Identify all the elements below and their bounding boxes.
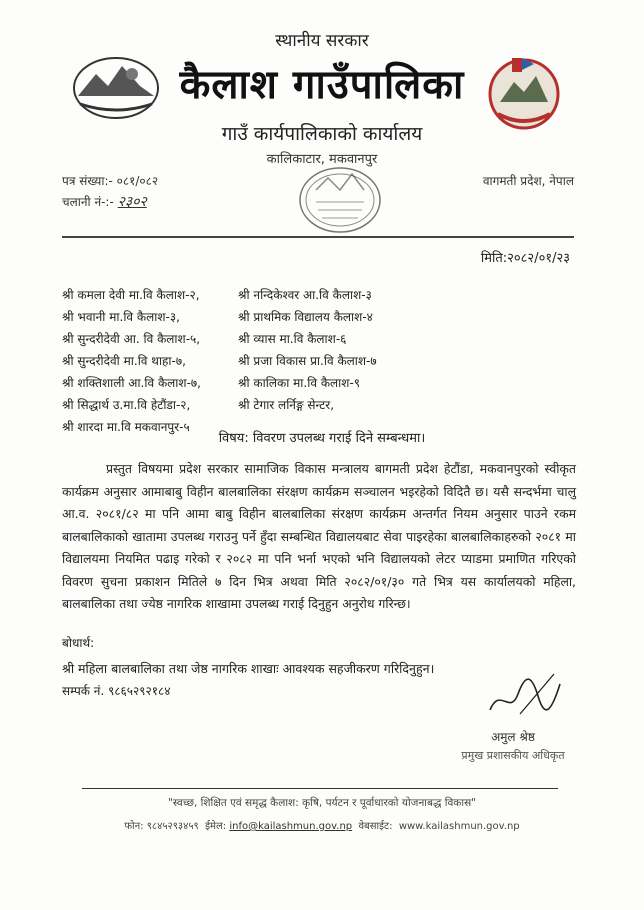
recipient-right-1: श्री नन्दिकेश्वर आ.वि कैलाश-३ (238, 288, 372, 302)
footer-phone: फोन: ९८४५२९३४५९ (124, 821, 199, 832)
recipient-right-6: श्री टेगार लर्निङ्ग सेन्टर, (238, 398, 335, 412)
dispatch-number: २३०२ (117, 194, 147, 210)
signatory-name: अमुल श्रेष्ठ (491, 730, 535, 744)
recipient-left-5: श्री शक्तिशाली आ.वि कैलाश-७, (62, 376, 201, 390)
office-name: गाउँ कार्यपालिकाको कार्यालय (221, 123, 423, 145)
recipient-left-1: श्री कमला देवी मा.वि कैलाश-२, (62, 288, 200, 302)
recipient-left-7: श्री शारदा मा.वि मकवानपुर-५ (62, 420, 190, 434)
office-stamp-icon (294, 160, 386, 240)
header-divider (62, 236, 574, 238)
recipient-left-6: श्री सिद्धार्थ उ.मा.वि हेटौंडा-२, (62, 398, 191, 412)
dispatch-number-row (62, 192, 147, 211)
footer-website-label: वेबसाईट: (358, 821, 393, 832)
recipient-left-4: श्री सुन्दरीदेवी मा.वि थाहा-७, (62, 354, 186, 368)
government-line: स्थानीय सरकार (275, 31, 369, 51)
signatory-title: प्रमुख प्रशासकीय अधिकृत (461, 749, 565, 762)
footer-email-link[interactable]: info@kailashmun.gov.np (229, 821, 353, 832)
signature-icon (480, 666, 570, 726)
letter-number: पत्र संख्या:- ०८१/०८२ (62, 174, 159, 188)
footer-slogan: "स्वच्छ, शिक्षित एवं समृद्ध कैलाश: कृषि, पर्यटन र पूर्वाधारको योजनाबद्ध विकास" (167, 797, 476, 809)
nepal-emblem-icon (484, 52, 564, 132)
municipality-logo-icon (70, 52, 162, 122)
contact-number: सम्पर्क नं. ९८६५२९२१८४ (62, 684, 171, 698)
body-paragraph: प्रस्तुत विषयमा प्रदेश सरकार सामाजिक विकास मन्त्रालय बागमती प्रदेश हेटौंडा, मकवानपुरको स्वीकृत कार्यक्रम अनुसार आमाबाबु विहीन बालबालिका संरक्षण कार्यक्रम सञ्चालन भइरहेको विदितै छ। यसै सन्दर्भमा चालु आ.व. २०८१/८२ मा पनि आमा बाबु विहीन बालबालिका संरक्षण कार्यक्रम अन्तर्गत नियम अनुसार पाउने रकम बालबालिकाको खातामा उपलब्ध गराउनु पर्ने हुँदा सम्बन्धित विद्यालयबाट सेवा पाइरहेका बालबालिकाहरुको २०८१ मा विद्यालयमा नियमित पढाइ गरेको र २०८२ मा पनि भर्ना भएको भनि विद्यालयको लेटर प्याडमा प्रमाणित गरिएको विवरण सुचना प्रकाशन मितिले ७ दिन भित्र अथवा मिति २०८२/०१/३० गते भित्र यस कार्यालयको महिला, बालबालिका तथा ज्येष्ठ नागरिक शाखामा उपलब्ध गराई दिनुहुन अनुरोध गरिन्छ। (62, 461, 576, 611)
letter-subject: विषय: विवरण उपलब्ध गराई दिने सम्बन्धमा। (218, 431, 426, 446)
footer-contact-line (0, 818, 644, 832)
recipient-left-2: श्री भवानी मा.वि कैलाश-३, (62, 310, 180, 324)
footer-website-link[interactable]: www.kailashmun.gov.np (398, 821, 520, 832)
cc-recipient: श्री महिला बालबालिका तथा जेष्ठ नागरिक शाखाः आवश्यक सहजीकरण गरिदिनुहुन। (62, 661, 435, 676)
recipient-right-4: श्री प्रजा विकास प्रा.वि कैलाश-७ (238, 354, 377, 368)
recipient-right-5: श्री कालिका मा.वि कैलाश-९ (238, 376, 361, 390)
recipient-right-2: श्री प्राथमिक विद्यालय कैलाश-४ (238, 310, 373, 324)
footer-email-label: ईमेल: (205, 821, 227, 832)
municipality-title: कैलाश गाउँपालिका (179, 62, 465, 108)
recipient-left-3: श्री सुन्दरीदेवी आ. वि कैलाश-५, (62, 332, 201, 346)
province-label: वागमती प्रदेश, नेपाल (482, 174, 574, 188)
letter-body (62, 458, 576, 616)
footer-divider (82, 788, 558, 789)
dispatch-label: चलानी नं-:- (62, 195, 114, 209)
recipient-right-3: श्री व्यास मा.वि कैलाश-६ (238, 332, 347, 346)
cc-label: बोधार्थ: (62, 636, 95, 650)
office-address: कालिकाटार, मकवानपुर (266, 152, 378, 167)
letter-date: मिति:२०८२/०१/२३ (480, 251, 570, 266)
